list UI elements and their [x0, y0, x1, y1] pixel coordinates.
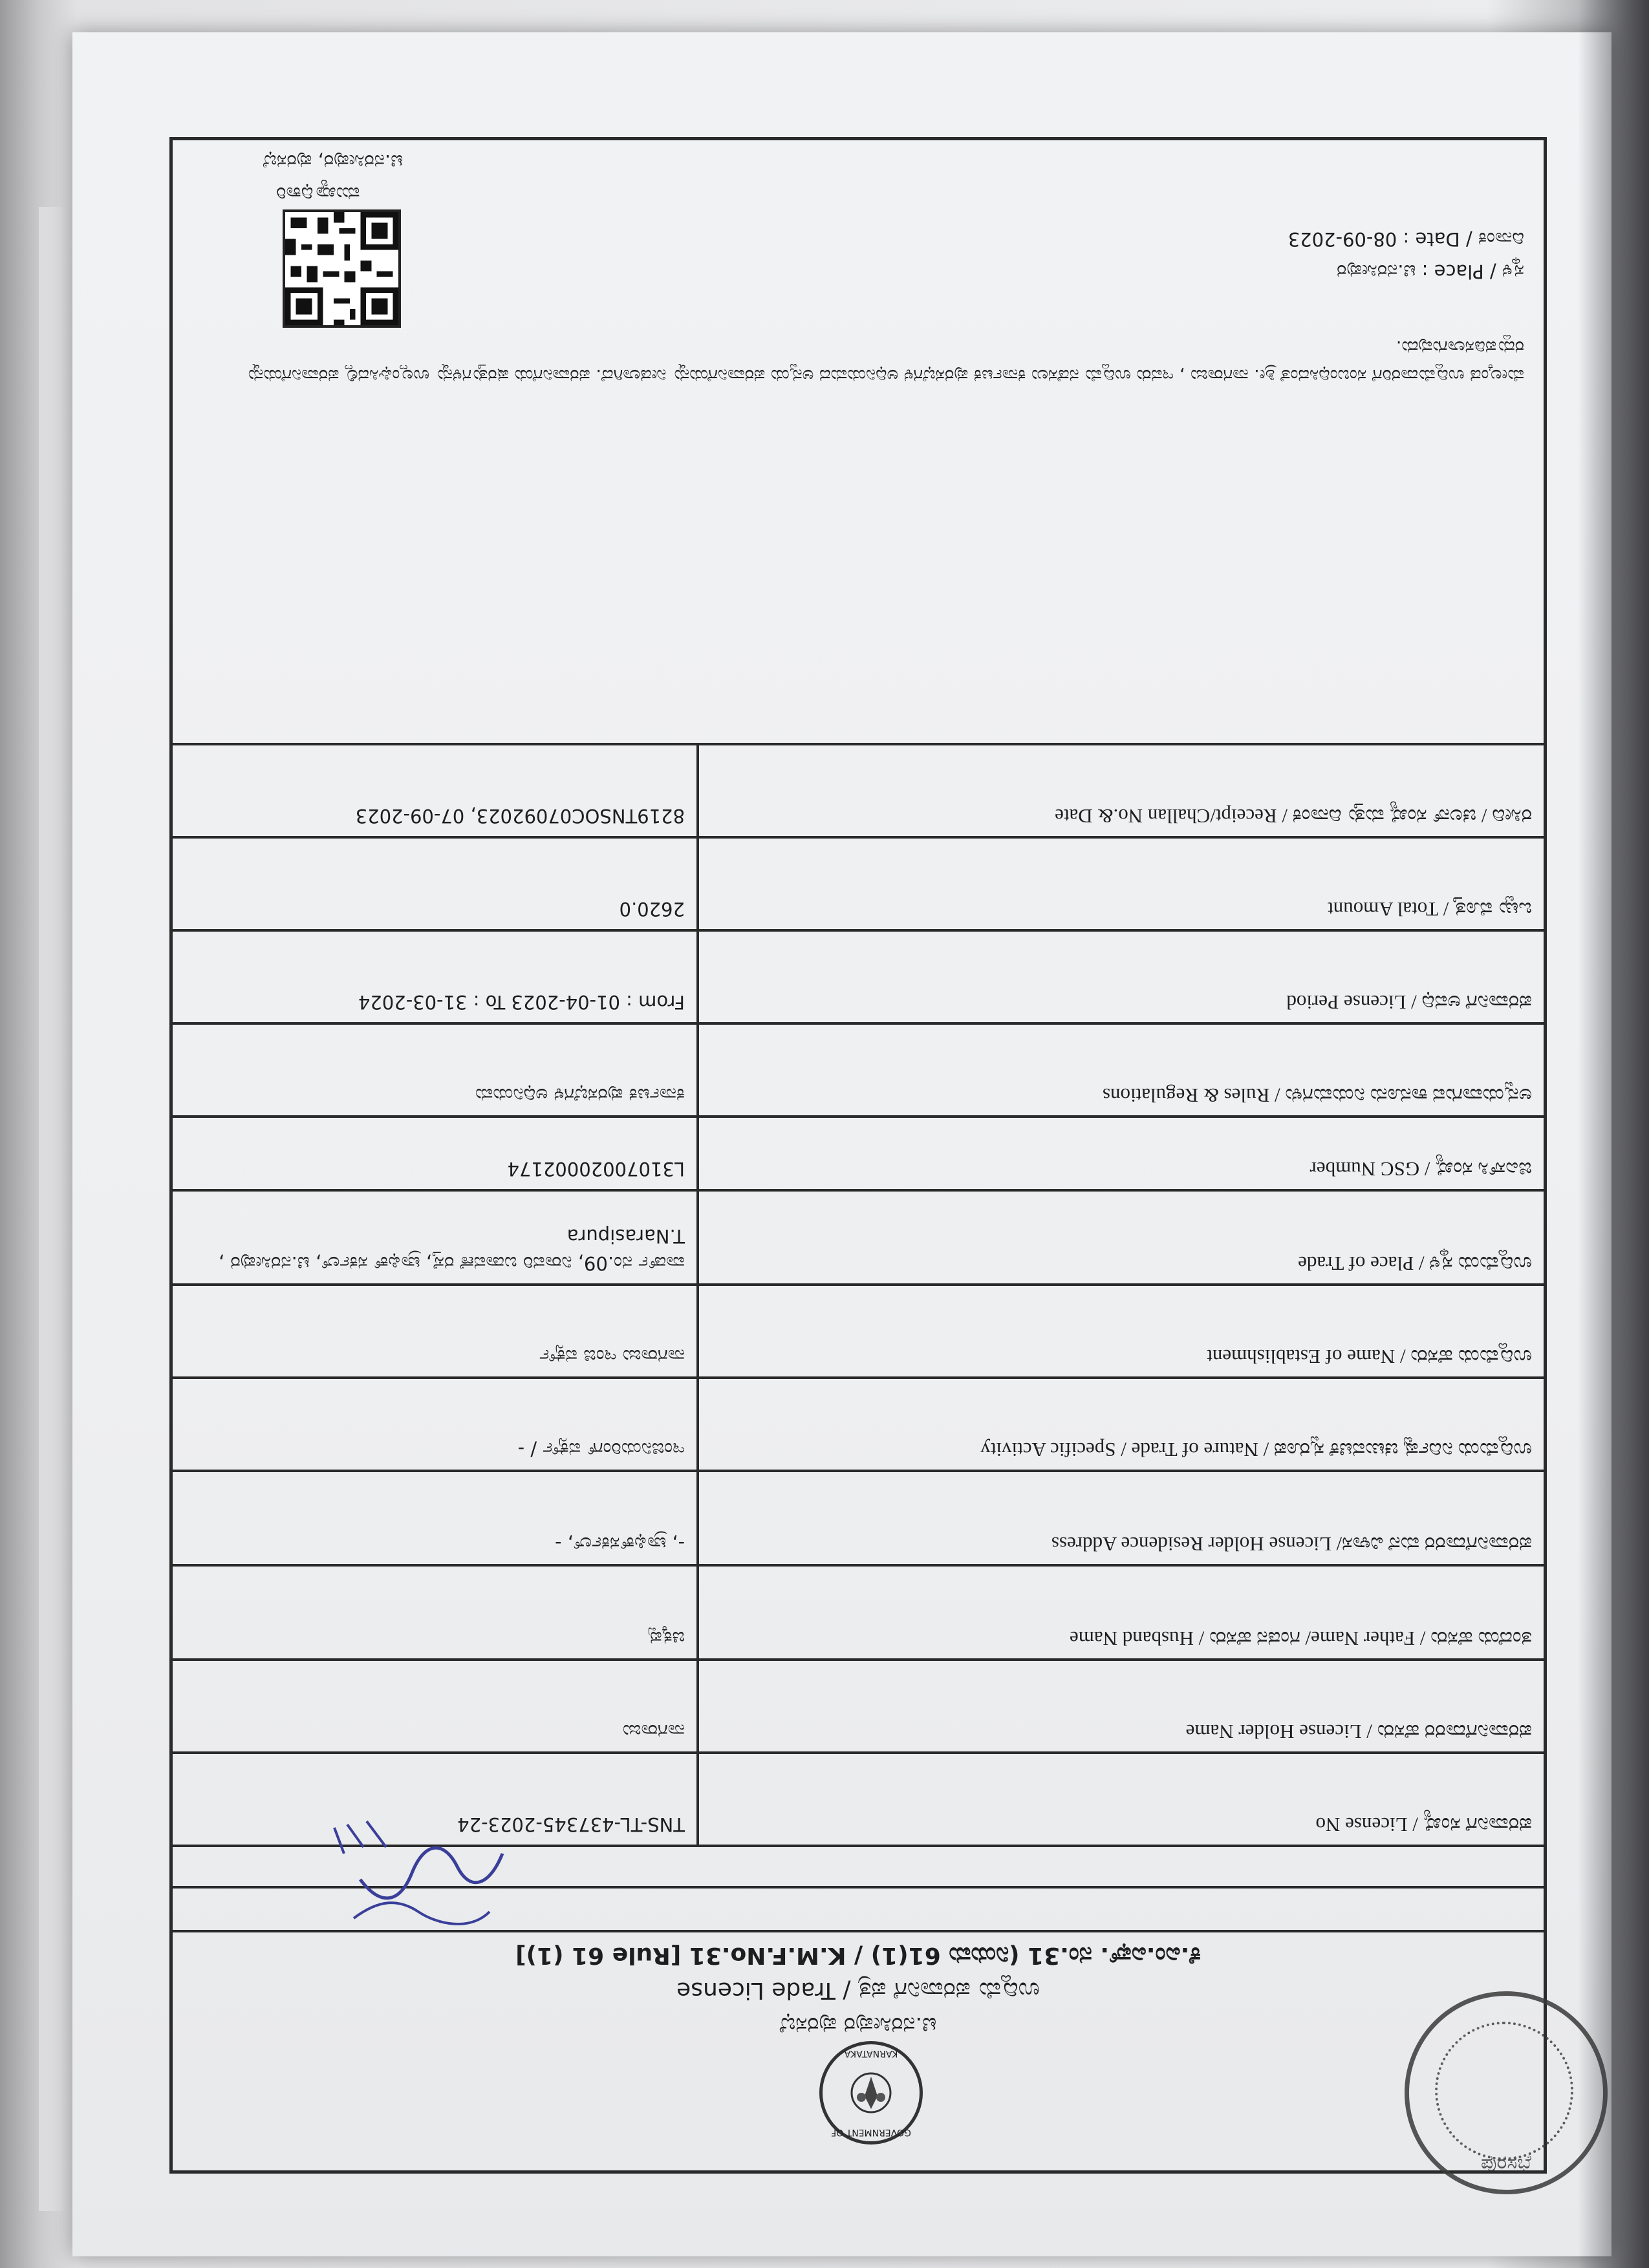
stamp-text: ಪುರಸಭೆ	[1481, 2151, 1531, 2174]
table-row	[173, 1471, 1544, 1565]
field-label: ಪರವಾನಿಗೆದಾರರ ಹೆಸರು / License Holder Name	[698, 1660, 1544, 1753]
issue-place: ಸ್ಥಳ / Place : ಟಿ.ನರಸೀಪುರ	[1337, 261, 1524, 283]
field-value: ಇಂಜಿನಿಯರಿಂಗ್ ವರ್ಕ್ಸ್ / -	[173, 1378, 698, 1471]
table-row	[173, 837, 1544, 930]
field-value: ನಾಗರಾಜು	[173, 1660, 698, 1753]
field-value: 8219TNSOC07092023, 07-09-2023	[173, 744, 698, 837]
stamp-inner-ring	[1435, 2022, 1573, 2160]
handwritten-signature	[321, 1806, 515, 1951]
photo-shadow-edge	[1578, 0, 1649, 2268]
table-row	[173, 1117, 1544, 1190]
issue-date: ದಿನಾಂಕ / Date : 08-09-2023	[1288, 228, 1524, 250]
karnataka-emblem-icon	[819, 2041, 923, 2145]
table-row	[173, 1023, 1544, 1117]
emblem-bottom-text: KARNATAKA	[844, 2048, 898, 2059]
table-row	[173, 744, 1544, 837]
field-label: ಒಟ್ಟು ಮೊತ್ತ / Total Amount	[698, 837, 1544, 930]
field-label: ಉದ್ದಿಮೆಯ ಹೆಸರು / Name of Establishment	[698, 1285, 1544, 1378]
field-label: ಉದ್ದಿಮೆಯ ನಿರ್ದಿಷ್ಟ ಚಟುವಟಿಕೆ ಸ್ವರೂಪ / Nature of Trade / Specific Activity	[698, 1378, 1544, 1471]
field-label: ಅನ್ವಯವಾಗುವ ಕಾನೂನು ನಿಯಮಗಳು / Rules & Regulations	[698, 1023, 1544, 1117]
field-value: ಚಿಕ್ಕಪ್ಪ	[173, 1565, 698, 1660]
signatory-office: ಟಿ.ನರಸೀಪುರ, ಪುರಸಭೆ	[263, 151, 404, 173]
field-label: ಪರವಾನಿಗೆ ಅವಧಿ / License Period	[698, 930, 1544, 1023]
field-label: ತಂದೆಯ ಹೆಸರು / Father Name/ ಗಂಡನ ಹೆಸರು / Husband Name	[698, 1565, 1544, 1660]
document-title: ಉದ್ದಿಮೆ ಪರವಾನಿಗೆ ಪತ್ರ / Trade License	[676, 1977, 1040, 2004]
underlying-page-edge	[39, 207, 65, 2211]
field-value: ಕರ್ನಾಟಕ ಪುರಸಭೆಗಳ ಅಧಿನಿಯಮ	[173, 1023, 698, 1117]
field-value: 2620.0	[173, 837, 698, 930]
table-row	[173, 1378, 1544, 1471]
emblem-top-text: GOVERNMENT OF	[831, 2127, 911, 2137]
trade-license-document	[169, 137, 1547, 2174]
table-row	[173, 1190, 1544, 1285]
qr-code-icon	[283, 209, 401, 328]
office-seal-stamp	[1405, 1991, 1608, 2194]
field-value: L31070020002174	[173, 1117, 698, 1190]
field-label: ಜಿಎಸ್‌ಸಿ ಸಂಖ್ಯೆ / GSC Number	[698, 1117, 1544, 1190]
field-value: ನಾಗರಾಜು ಇಂಜಿ ವರ್ಕ್ಸ್	[173, 1285, 698, 1378]
table-row	[173, 1565, 1544, 1660]
field-label: ರಸೀದಿ / ಚಲನ್ ಸಂಖ್ಯೆ ಮತ್ತು ದಿನಾಂಕ / Receipt/Challan No.& Date	[698, 744, 1544, 837]
field-label: ಪರವಾನಿಗೆ ಸಂಖ್ಯೆ / License No	[698, 1753, 1544, 1846]
signatory-title: ಮುಖ್ಯಾಧಿಕಾರಿ	[276, 183, 360, 205]
rule-reference: ಕೆ.ಎಂ.ಎಫ್. ನಂ.31 (ನಿಯಮ 61(1) / K.M.F.No.31 [Rule 61 (1)]	[515, 1942, 1201, 1969]
field-label: ಪರವಾನಿಗೆದಾರರ ಮನೆ ವಿಳಾಸ/ License Holder Residence Address	[698, 1471, 1544, 1565]
field-value: ವಾರ್ಡ್ ನಂ.09, ನಿರಾವರಿ ಬಡಾವಣೆ ರಸ್ತೆ, ಟ್ರಾಫಿಕ್ ಸರ್ಕಲ್, ಟಿ.ನರಸೀಪುರ , T.Narasipura	[173, 1190, 698, 1285]
license-details-table	[173, 743, 1544, 1847]
field-value: From : 01-04-2023 To : 31-03-2024	[173, 930, 698, 1023]
table-row	[173, 930, 1544, 1023]
field-value: TNS-TL-437345-2023-24	[173, 1753, 698, 1846]
table-row	[173, 1285, 1544, 1378]
table-row	[173, 1660, 1544, 1753]
office-name: ಟಿ.ನರಸೀಪುರ ಪುರಸಭೆ	[779, 2012, 937, 2038]
license-note: ಮೇಲ್ಕಂಡ ಉದ್ದಿಮೆದಾರರಿಗೆ ಸಂಬಂಧಿಸಿದಂತೆ ಶ್ರೀ. ನಾಗರಾಜು , ಇವರು ಉದ್ದಿಮೆ ನಡೆಸಲು ಕರ್ನಾಟಕ ಪುರಸಭೆಗಳ ಅಧಿನಿಯಮದ ಅನ್ವಯ ಪರವಾನಿಗೆಯನ್ನು ನೀಡಲಾಗಿದೆ. ಪರವಾನಿಗೆಯ ಷರತ್ತುಗಳನ್ನು ಉಲ್ಲಂಘಿಸಿದಲ್ಲಿ ಪರವಾನಿಗೆಯನ್ನು ರದ್ದುಪಡಿಸಲಾಗುವುದು.	[246, 337, 1524, 385]
field-label: ಉದ್ದಿಮೆಯ ಸ್ಥಳ / Place of Trade	[698, 1190, 1544, 1285]
field-value: -, ಟ್ರಾಫಿಕ್‌ಸರ್ಕಲ್‌, -	[173, 1471, 698, 1565]
